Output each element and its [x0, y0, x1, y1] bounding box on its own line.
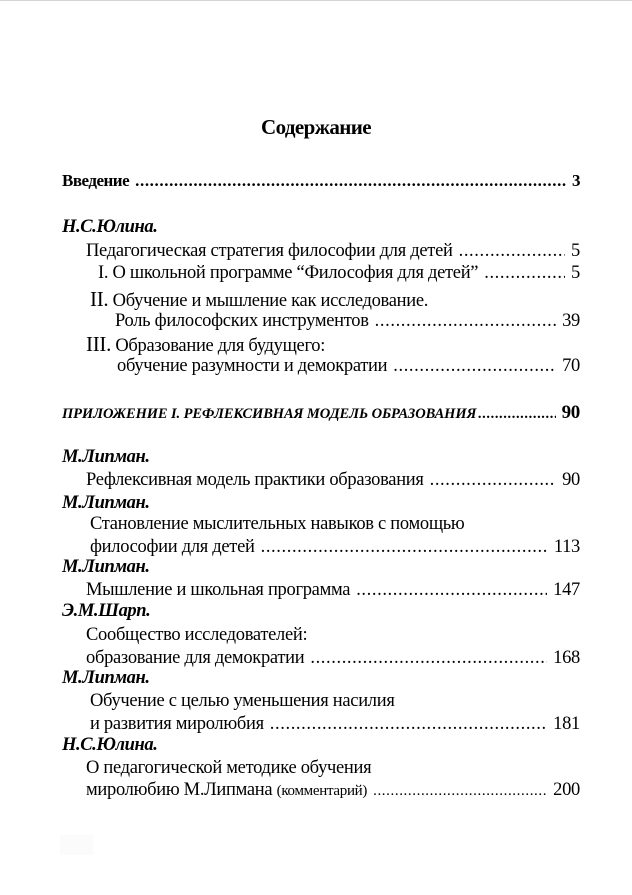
toc-entry-title: образование для демократии: [86, 648, 305, 668]
toc-entry-note: (комментарий): [276, 783, 368, 799]
leader-dots: [430, 470, 556, 491]
toc-entry-title: Мышление и школьная программа: [86, 580, 351, 600]
toc-entry[interactable]: [117, 356, 580, 378]
leader-dots: [310, 648, 547, 669]
toc-page-number: 90: [562, 470, 580, 490]
toc-page-number: 147: [553, 580, 580, 600]
toc-entry-title-line1: [90, 287, 428, 312]
toc-entry[interactable]: [90, 714, 580, 736]
page-title: Содержание: [261, 115, 371, 139]
toc-author: М.Липман.: [62, 493, 150, 513]
toc-entry-title: [98, 263, 478, 284]
toc-entry-title-line1: О педагогической методике обучения: [86, 758, 372, 778]
toc-page-number: 113: [553, 537, 580, 557]
toc-entry-label: Введение: [62, 171, 130, 190]
toc-entry-title: философии для детей: [90, 537, 255, 557]
leader-dots: [261, 537, 548, 558]
toc-author: М.Липман.: [62, 557, 150, 577]
leader-dots: [373, 783, 547, 800]
toc-page-number: 70: [562, 356, 580, 376]
toc-entry-label: ПРИЛОЖЕНИЕ I. РЕФЛЕКСИВНАЯ МОДЕЛЬ ОБРАЗОВАНИЯ: [62, 406, 477, 422]
toc-entry[interactable]: [115, 311, 580, 333]
toc-page-number: 5: [571, 241, 580, 261]
leader-dots: [356, 580, 547, 601]
roman-numeral: III.: [86, 332, 112, 356]
leader-dots: [478, 406, 555, 423]
toc-entry[interactable]: [86, 580, 580, 602]
toc-author: М.Липман.: [62, 447, 150, 467]
toc-author: Н.С.Юлина.: [62, 735, 158, 755]
toc-author: Н.С.Юлина.: [62, 217, 158, 237]
toc-author: М.Липман.: [62, 668, 150, 688]
toc-entry-title: Педагогическая стратегия философии для детей: [86, 241, 453, 261]
leader-dots: [135, 171, 566, 191]
toc-page-number: 200: [553, 780, 580, 800]
toc-entry-text: О школьной программе “Философия для детей”: [112, 263, 479, 283]
toc-entry-text: Образование для будущего:: [115, 336, 326, 356]
toc-entry-appendix[interactable]: [62, 402, 580, 424]
toc-entry-title: Рефлексивная модель практики образования: [86, 470, 424, 490]
toc-page-number: 168: [553, 648, 580, 668]
scan-artifact: [60, 835, 93, 855]
toc-page-number: 5: [571, 263, 580, 283]
toc-entry[interactable]: [86, 470, 580, 492]
toc-entry-title: [86, 780, 367, 801]
leader-dots: [484, 263, 565, 284]
toc-entry-title: и развития миролюбия: [90, 714, 264, 734]
toc-entry-title-line1: Становление мыслительных навыков с помощью: [90, 514, 465, 534]
roman-numeral: I.: [98, 263, 109, 283]
toc-entry-title-line1: Обучение с целью уменьшения насилия: [90, 691, 395, 711]
toc-entry-title: Роль философских инструментов: [115, 311, 369, 331]
toc-page-number: 90: [561, 402, 580, 423]
leader-dots: [270, 714, 547, 735]
leader-dots: [459, 241, 565, 262]
toc-page-number: 3: [572, 171, 580, 190]
toc-entry-title-line1: Сообщество исследователей:: [86, 625, 308, 645]
toc-entry[interactable]: [86, 648, 580, 670]
toc-entry-title: обучение разумности и демократии: [117, 356, 388, 376]
roman-numeral: II.: [90, 287, 109, 311]
toc-entry[interactable]: [86, 780, 580, 802]
toc-entry-text: Обучение и мышление как исследование.: [112, 291, 429, 311]
toc-page-number: 39: [562, 311, 580, 331]
toc-entry[interactable]: [90, 537, 580, 559]
toc-entry-introduction[interactable]: [62, 171, 580, 193]
toc-page-number: 181: [553, 714, 580, 734]
toc-entry-text: миролюбию М.Липмана: [86, 780, 273, 800]
toc-entry-title-line1: [86, 332, 325, 357]
toc-author: Э.М.Шарп.: [62, 601, 151, 621]
toc-entry[interactable]: [98, 263, 580, 285]
leader-dots: [375, 311, 556, 332]
toc-entry[interactable]: [86, 241, 580, 263]
leader-dots: [393, 356, 556, 377]
